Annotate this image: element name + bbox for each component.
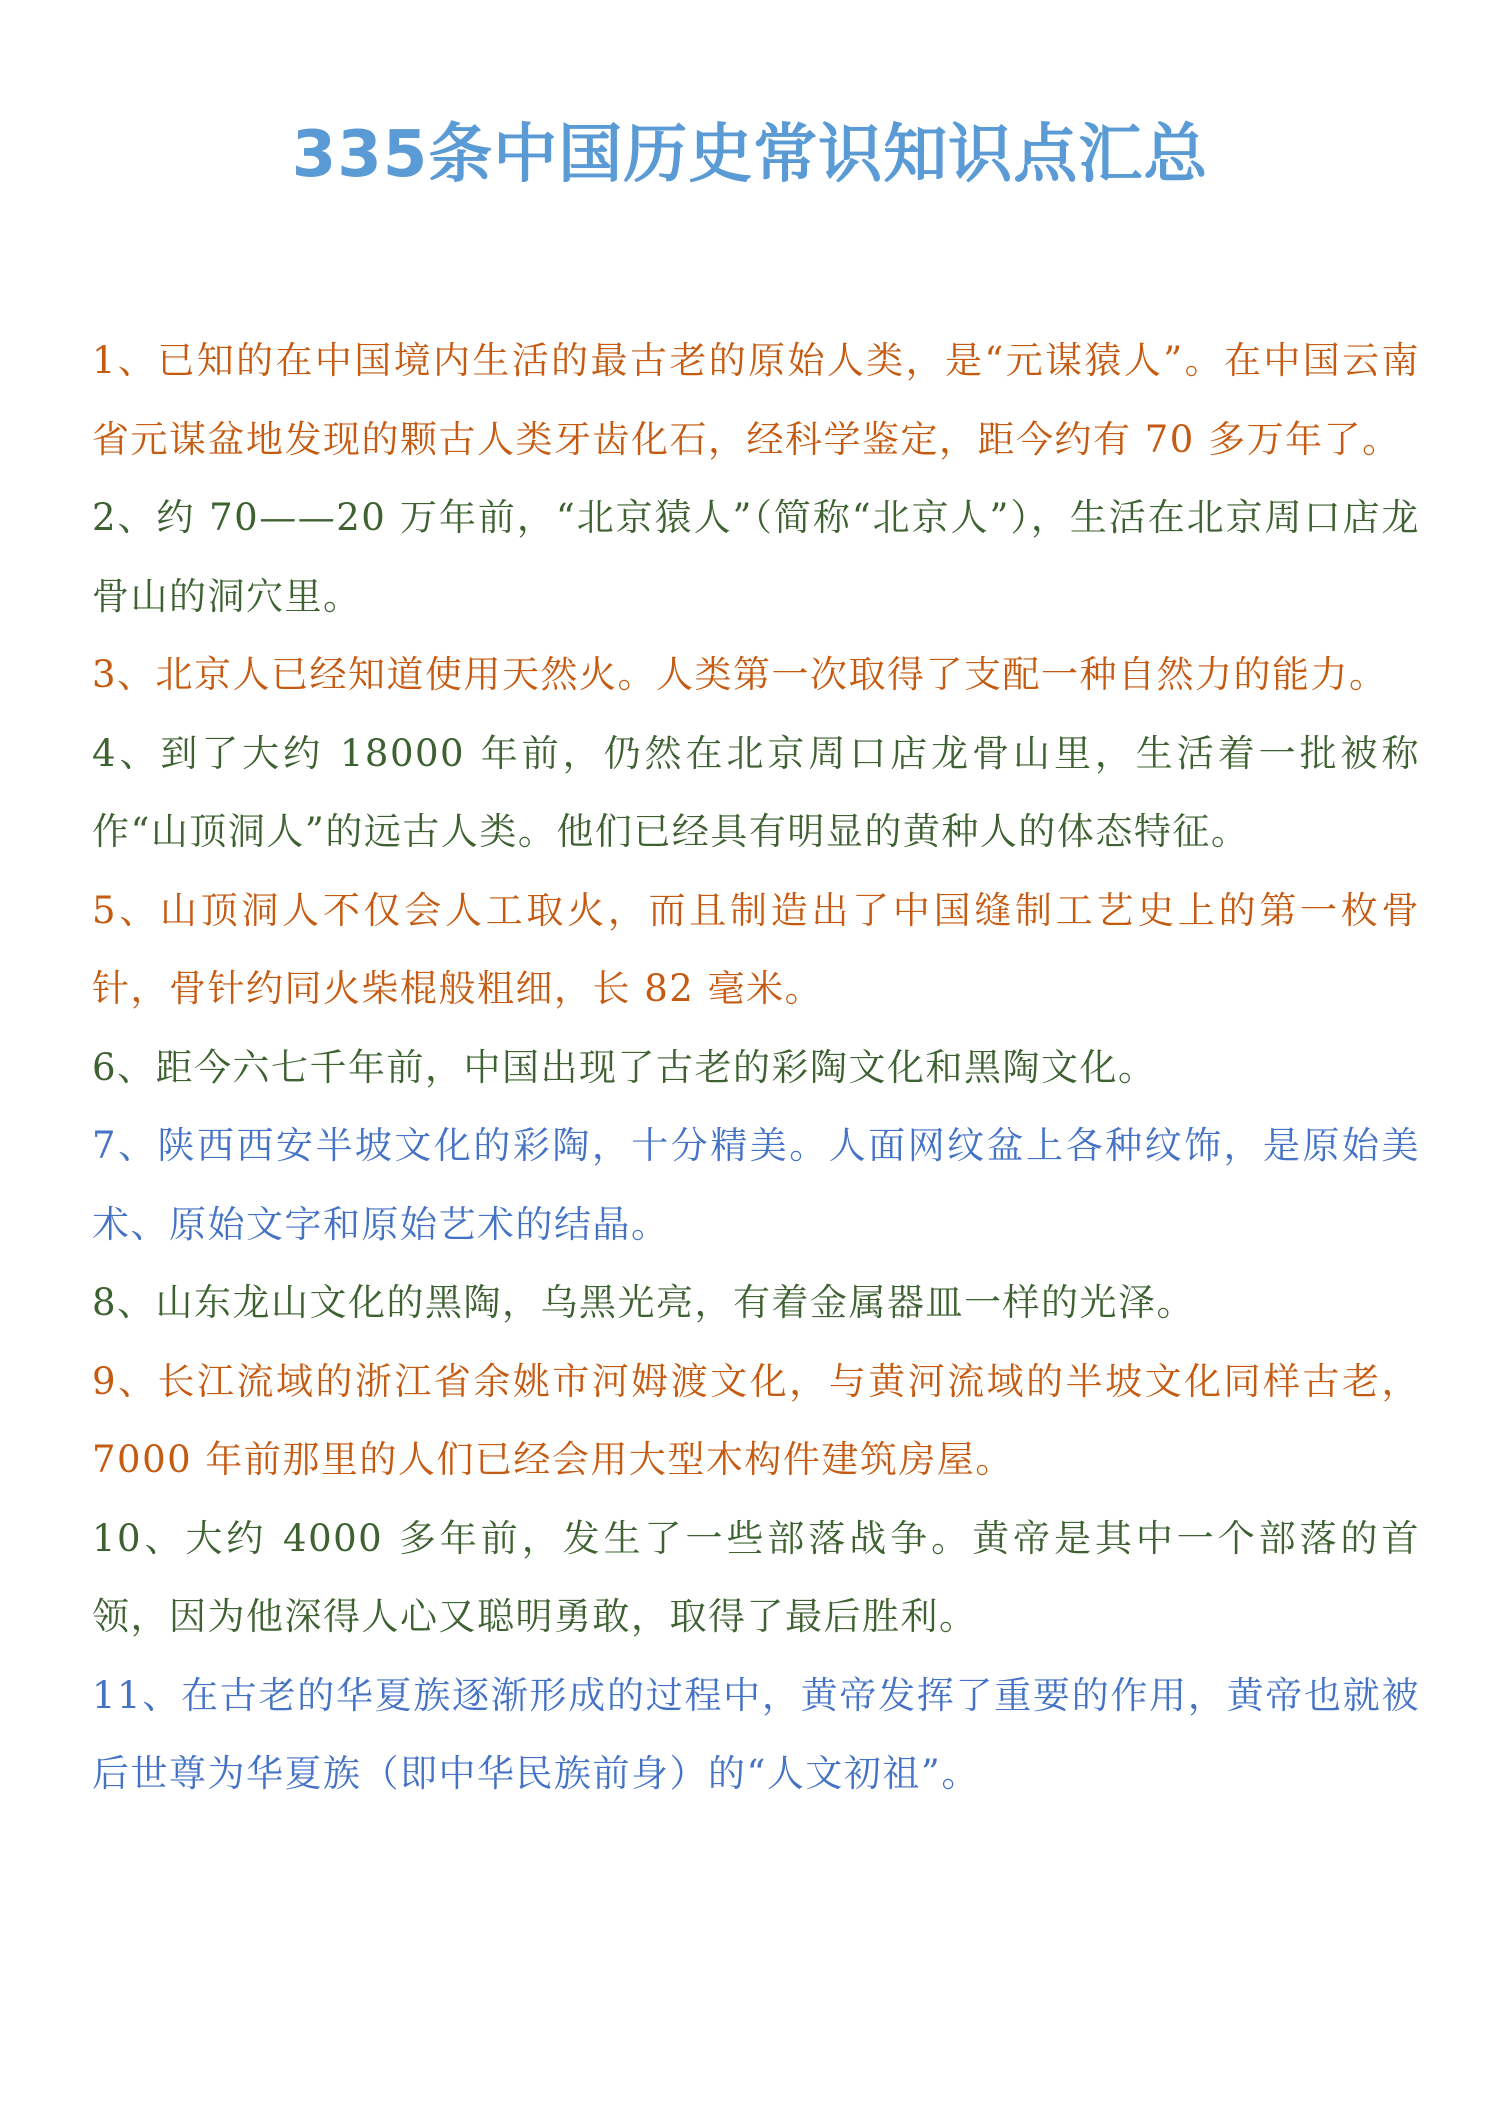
knowledge-list	[92, 322, 1420, 1814]
list-item-8: 8、山东龙山文化的黑陶，乌黑光亮，有着金属器皿一样的光泽。	[92, 1281, 1196, 1324]
list-item-10: 10、大约 4000 多年前，发生了一些部落战争。黄帝是其中一个部落的首领，因为他深得人心又聪明勇敢，取得了最后胜利。	[92, 1516, 1420, 1638]
list-item-3: 3、北京人已经知道使用天然火。人类第一次取得了支配一种自然力的能力。	[92, 653, 1388, 696]
list-item-5: 5、山顶洞人不仅会人工取火，而且制造出了中国缝制工艺史上的第一枚骨针，骨针约同火柴棍般粗细，长 82 毫米。	[92, 888, 1420, 1010]
list-item-6: 6、距今六七千年前，中国出现了古老的彩陶文化和黑陶文化。	[92, 1045, 1157, 1089]
list-item-9: 9、长江流域的浙江省余姚市河姆渡文化，与黄河流域的半坡文化同样古老，7000 年前那里的人们已经会用大型木构件建筑房屋。	[92, 1359, 1420, 1481]
list-item-4: 4、到了大约 18000 年前，仍然在北京周口店龙骨山里，生活着一批被称作“山顶洞人”的远古人类。他们已经具有明显的黄种人的体态特征。	[92, 731, 1420, 853]
list-item-7: 7、陕西西安半坡文化的彩陶，十分精美。人面网纹盆上各种纹饰，是原始美术、原始文字和原始艺术的结晶。	[92, 1124, 1420, 1246]
list-item-1: 1、已知的在中国境内生活的最古老的原始人类，是“元谋猿人”。在中国云南省元谋盆地发现的颗古人类牙齿化石，经科学鉴定，距今约有 70 多万年了。	[92, 339, 1420, 461]
list-item-2: 2、约 70——20 万年前，“北京猿人”（简称“北京人”），生活在北京周口店龙骨山的洞穴里。	[92, 496, 1420, 618]
list-item-11: 11、在古老的华夏族逐渐形成的过程中，黄帝发挥了重要的作用，黄帝也就被后世尊为华夏族（即中华民族前身）的“人文初祖”。	[92, 1673, 1420, 1795]
page-title: 335条中国历史常识知识点汇总	[291, 118, 1209, 192]
